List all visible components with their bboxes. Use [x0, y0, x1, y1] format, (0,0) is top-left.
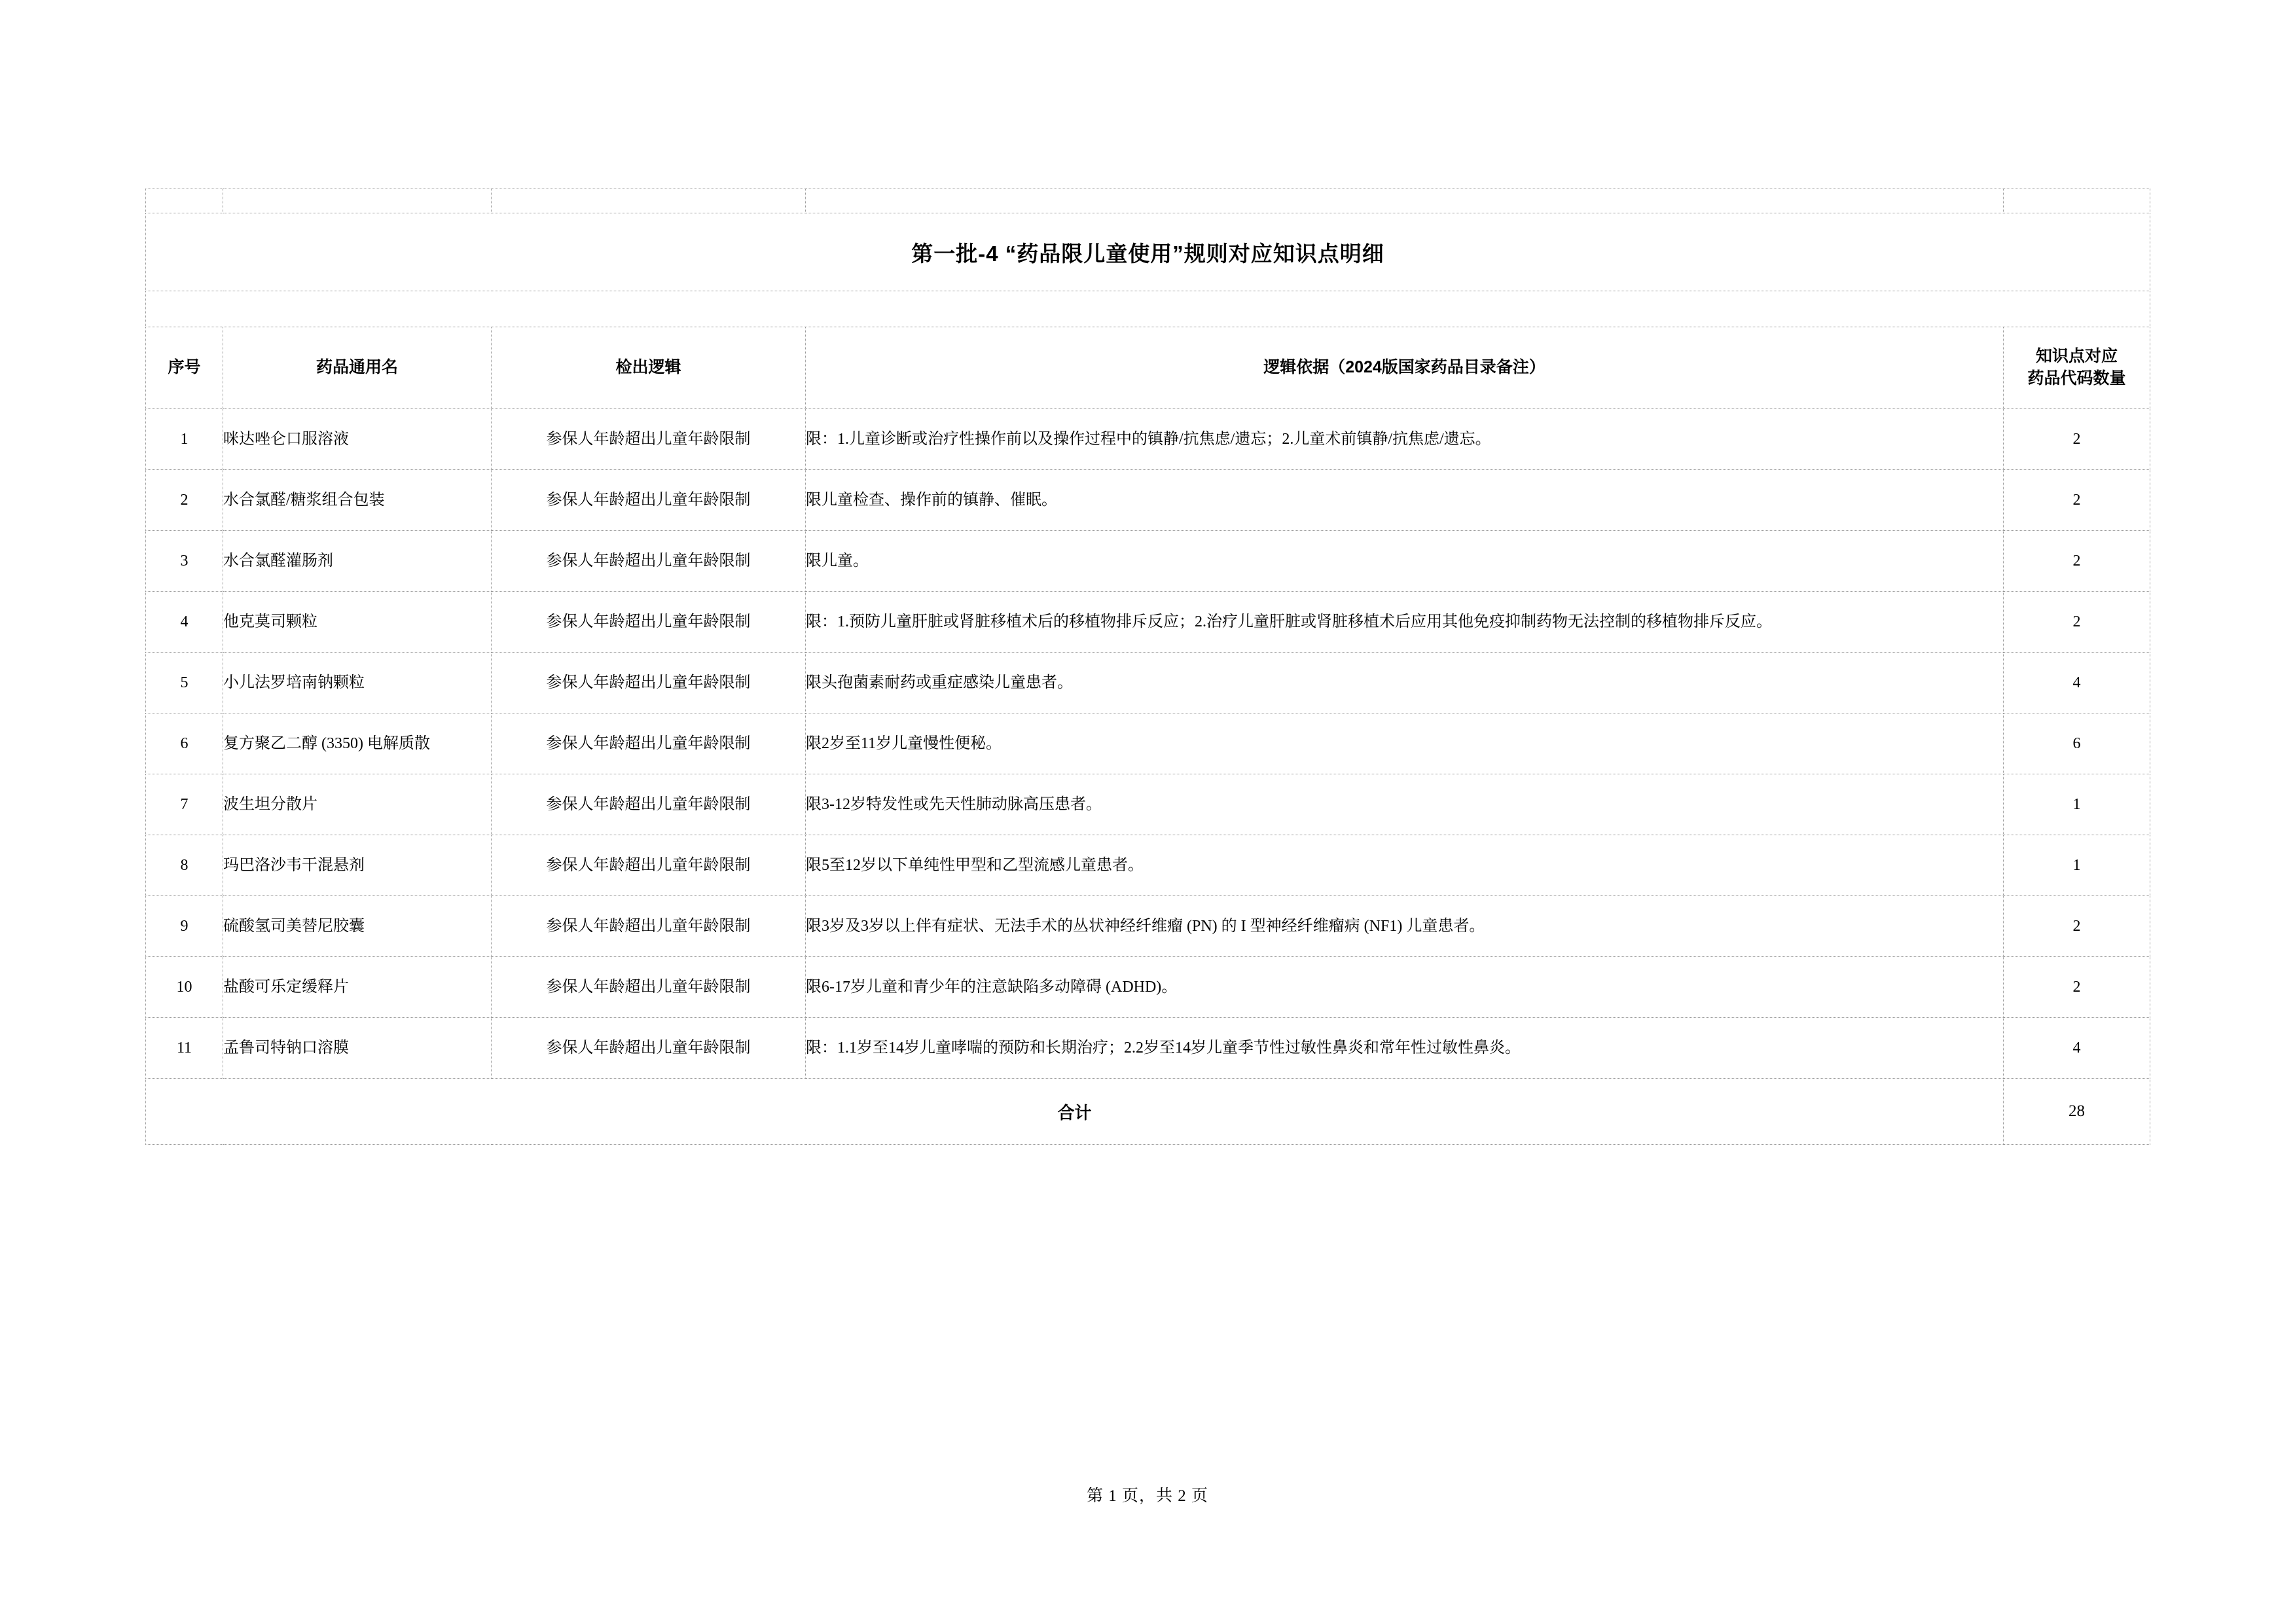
header-detect-logic: 检出逻辑: [492, 327, 806, 409]
cell-code-count: 2: [2004, 470, 2150, 531]
cell-index: 3: [146, 531, 223, 592]
table-row: [146, 409, 2150, 470]
cell-detect-logic: 参保人年龄超出儿童年龄限制: [492, 713, 806, 774]
table-total-row: [146, 1079, 2150, 1145]
cell-basis: 限3岁及3岁以上伴有症状、无法手术的丛状神经纤维瘤 (PN) 的 I 型神经纤维瘤病 (NF1) 儿童患者。: [806, 896, 2004, 957]
table-row: [146, 592, 2150, 653]
cell-index: 10: [146, 957, 223, 1018]
cell-drug-name: 孟鲁司特钠口溶膜: [223, 1018, 492, 1079]
cell-basis: 限5至12岁以下单纯性甲型和乙型流感儿童患者。: [806, 835, 2004, 896]
header-code-count-line1: 知识点对应: [2035, 347, 2118, 366]
cell-drug-name: 硫酸氢司美替尼胶囊: [223, 896, 492, 957]
header-index: 序号: [146, 327, 223, 409]
cell-detect-logic: 参保人年龄超出儿童年龄限制: [492, 1018, 806, 1079]
cell-detect-logic: 参保人年龄超出儿童年龄限制: [492, 957, 806, 1018]
cell-drug-name: 波生坦分散片: [223, 774, 492, 835]
cell-index: 7: [146, 774, 223, 835]
table-row: [146, 1018, 2150, 1079]
cell-detect-logic: 参保人年龄超出儿童年龄限制: [492, 470, 806, 531]
table-row: [146, 896, 2150, 957]
table-row: [146, 835, 2150, 896]
cell-drug-name: 玛巴洛沙韦干混悬剂: [223, 835, 492, 896]
cell-detect-logic: 参保人年龄超出儿童年龄限制: [492, 653, 806, 713]
cell-detect-logic: 参保人年龄超出儿童年龄限制: [492, 774, 806, 835]
cell-code-count: 4: [2004, 1018, 2150, 1079]
header-drug-name: 药品通用名: [223, 327, 492, 409]
cell-code-count: 1: [2004, 835, 2150, 896]
cell-code-count: 2: [2004, 957, 2150, 1018]
title-padding-row: [146, 291, 2150, 327]
document-title-row: [146, 213, 2150, 291]
cell-detect-logic: 参保人年龄超出儿童年龄限制: [492, 531, 806, 592]
cell-basis: 限：1.1岁至14岁儿童哮喘的预防和长期治疗；2.2岁至14岁儿童季节性过敏性鼻炎和常年性过敏性鼻炎。: [806, 1018, 2004, 1079]
cell-index: 8: [146, 835, 223, 896]
cell-index: 2: [146, 470, 223, 531]
cell-index: 6: [146, 713, 223, 774]
spacer-cell-2: [223, 189, 492, 213]
cell-basis: 限6-17岁儿童和青少年的注意缺陷多动障碍 (ADHD)。: [806, 957, 2004, 1018]
table-row: [146, 653, 2150, 713]
header-code-count-line2: 药品代码数量: [2027, 369, 2126, 388]
total-label: 合计: [146, 1079, 2004, 1145]
table-header-row: [146, 327, 2150, 409]
cell-basis: 限头孢菌素耐药或重症感染儿童患者。: [806, 653, 2004, 713]
page-title: 第一批-4 “药品限儿童使用”规则对应知识点明细: [911, 241, 1384, 266]
knowledge-point-table: [145, 189, 2150, 1145]
cell-basis: 限儿童。: [806, 531, 2004, 592]
cell-detect-logic: 参保人年龄超出儿童年龄限制: [492, 835, 806, 896]
cell-code-count: 2: [2004, 592, 2150, 653]
cell-detect-logic: 参保人年龄超出儿童年龄限制: [492, 409, 806, 470]
cell-drug-name: 小儿法罗培南钠颗粒: [223, 653, 492, 713]
total-count: 28: [2004, 1079, 2150, 1145]
cell-basis: 限：1.预防儿童肝脏或肾脏移植术后的移植物排斥反应；2.治疗儿童肝脏或肾脏移植术后应用其他免疫抑制药物无法控制的移植物排斥反应。: [806, 592, 2004, 653]
table-row: [146, 713, 2150, 774]
table-row: [146, 531, 2150, 592]
cell-index: 9: [146, 896, 223, 957]
document-title-cell: [146, 213, 2150, 291]
cell-basis: 限2岁至11岁儿童慢性便秘。: [806, 713, 2004, 774]
table-row: [146, 470, 2150, 531]
cell-index: 1: [146, 409, 223, 470]
cell-code-count: 1: [2004, 774, 2150, 835]
header-code-count: [2004, 327, 2150, 409]
cell-index: 5: [146, 653, 223, 713]
cell-drug-name: 咪达唑仑口服溶液: [223, 409, 492, 470]
cell-index: 4: [146, 592, 223, 653]
title-padding-cell: [146, 291, 2150, 327]
spacer-cell-4: [806, 189, 2004, 213]
cell-drug-name: 水合氯醛灌肠剂: [223, 531, 492, 592]
cell-drug-name: 盐酸可乐定缓释片: [223, 957, 492, 1018]
cell-code-count: 6: [2004, 713, 2150, 774]
cell-drug-name: 他克莫司颗粒: [223, 592, 492, 653]
cell-detect-logic: 参保人年龄超出儿童年龄限制: [492, 592, 806, 653]
cell-code-count: 2: [2004, 409, 2150, 470]
cell-basis: 限3-12岁特发性或先天性肺动脉高压患者。: [806, 774, 2004, 835]
cell-drug-name: 复方聚乙二醇 (3350) 电解质散: [223, 713, 492, 774]
cell-basis: 限：1.儿童诊断或治疗性操作前以及操作过程中的镇静/抗焦虑/遗忘；2.儿童术前镇静/抗焦虑/遗忘。: [806, 409, 2004, 470]
cell-drug-name: 水合氯醛/糖浆组合包装: [223, 470, 492, 531]
header-basis: 逻辑依据（2024版国家药品目录备注）: [806, 327, 2004, 409]
spreadsheet-area: [145, 189, 2150, 1145]
table-top-spacer-row: [146, 189, 2150, 213]
cell-code-count: 2: [2004, 896, 2150, 957]
table-row: [146, 774, 2150, 835]
spacer-cell-1: [146, 189, 223, 213]
cell-code-count: 2: [2004, 531, 2150, 592]
cell-basis: 限儿童检查、操作前的镇静、催眠。: [806, 470, 2004, 531]
page-footer: 第 1 页，共 2 页: [1086, 1487, 1208, 1505]
cell-code-count: 4: [2004, 653, 2150, 713]
spacer-cell-5: [2004, 189, 2150, 213]
table-row: [146, 957, 2150, 1018]
cell-index: 11: [146, 1018, 223, 1079]
spacer-cell-3: [492, 189, 806, 213]
cell-detect-logic: 参保人年龄超出儿童年龄限制: [492, 896, 806, 957]
